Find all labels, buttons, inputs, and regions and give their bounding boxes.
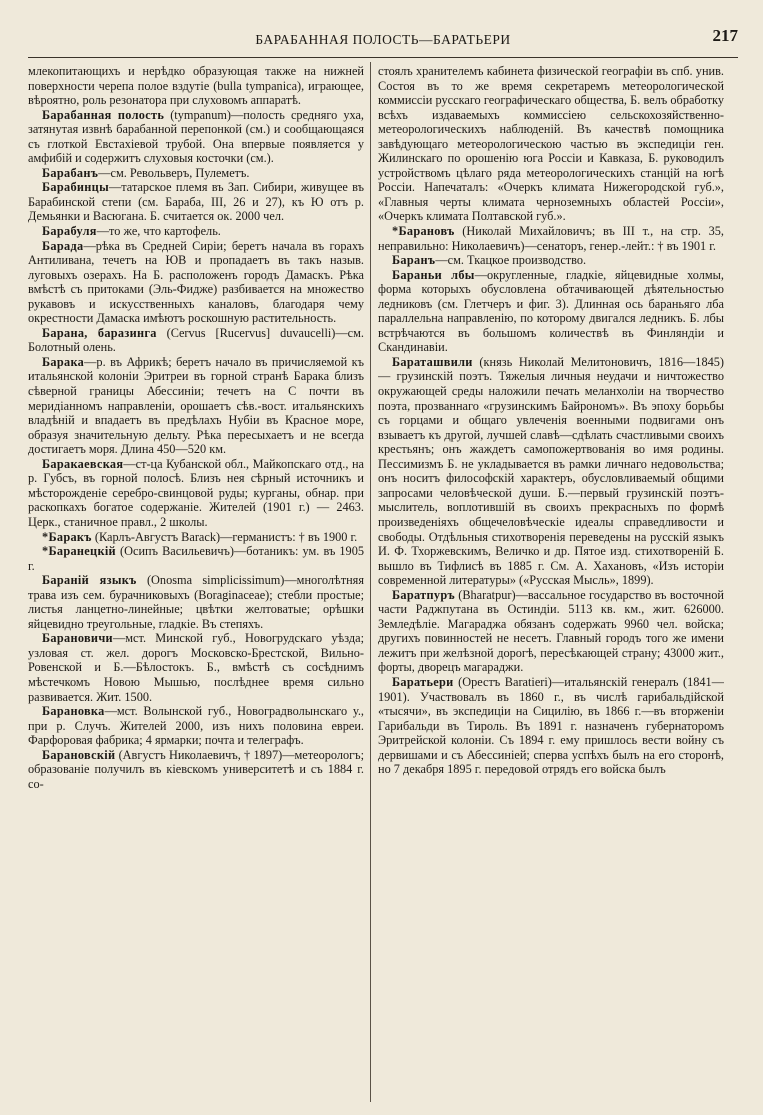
dictionary-entry <box>378 224 724 253</box>
running-title: БАРАБАННАЯ ПОЛОСТЬ—БАРАТЬЕРИ <box>255 32 511 47</box>
dictionary-entry <box>28 326 364 355</box>
dictionary-entry <box>28 457 364 530</box>
entry-text: (князь Николай Мелитоновичъ, 1816—1845) — грузинскій поэтъ. Тяжелыя личныя неудачи и ничтожество окружающей среды наложили печать меланхоліи на творчество поэта, прозваннаго «грузинскимъ Байрономъ». Въ эпоху борьбы съ горцами и общаго увлеченія военными подвигами онъ взываетъ къ другой, лучшей славѣ—сдѣлать счастливыми своихъ крестьянъ; онъ жаждетъ самопожертвованія во имя родины. Пессимизмъ Б. не укладывается въ рамки личнаго недовольства; онъ носитъ философскій характеръ, обусловливаемый общими запросами человѣческой души. Б.—первый грузинскій поэтъ-мыслитель, воплотившій въ своихъ прекрасныхъ по формѣ произведеніяхъ общечеловѣческіе идеалы справедливости и свободы. Отдѣльныя стихотворенія переведены на русскій языкъ И. Ф. Тхоржевскимъ, Величко и др. Пятое изд. стихотвореній Б. вышло въ Тифлисѣ въ 1885 г. См. А. Хахановъ, «Изъ исторіи современной литературы» («Русская Мысль», 1899). <box>378 354 724 588</box>
entry-headword: Барабанная полость <box>42 107 165 122</box>
entry-text: —р. въ Африкѣ; беретъ начало въ причисляемой къ итальянской колоніи Эритреи въ горной странѣ Барака близъ сѣверной границы Абессиніи; течетъ на С почти въ меридіанномъ направленіи, орошаетъ сѣв.-вост. итальянскихъ владѣній и впадаетъ въ предѣлахъ Нубіи въ Красное море, образуя значительную дельту. Рѣка пересыхаетъ и не всегда достигаетъ моря. Длина 450—520 км. <box>28 354 364 457</box>
entry-text: млекопитающихъ и нерѣдко образующая также на нижней поверхности черепа полое вздутіе (bulla tympanica), играющее, вѣроятно, роль резонатора при слуховомъ аппаратѣ. <box>28 64 364 108</box>
dictionary-entry <box>28 108 364 166</box>
entry-text: —ст-ца Кубанской обл., Майкопскаго отд., на р. Губсъ, въ горной полосѣ. Близъ нея сѣрный источникъ и мѣсторожденіе серебро-свинцовой руды; курганы, обнар. при раскопкахъ богатое содержаніе. Жителей (1901 г.) — 2463. Церк., станичное правл., 2 школы. <box>28 456 364 529</box>
entry-text: (Осипъ Васильевичъ)—ботаникъ: ум. въ 1905 г. <box>28 544 364 573</box>
entry-text: стоялъ хранителемъ кабинета физической географіи въ спб. унив. Состоя въ то же время секретаремъ метеорологической коммиссіи русскаго географическаго общества, Б. велъ обработку всѣхъ издаваемыхъ коммиссіею сельскохозяйственно-метеорологическихъ наблюденій. Въ качествѣ помощника завѣдующаго метеорологическою частью въ экспедиціи ген. Жилинскаго по орошенію юга Россіи и Кавказа, Б. руководилъ устройствомъ цѣлаго ряда метеорологическихъ станцій на югѣ Россіи. Напечаталъ: «Очеркъ климата Нижегородской губ.», «Главныя черты климата черноземныхъ областей Россіи», «Очеркъ климата Полтавской губ.». <box>378 64 724 224</box>
entry-headword: Барабуля <box>42 224 97 239</box>
entry-headword: *Баракъ <box>42 529 92 544</box>
entry-headword: Барада <box>42 238 84 253</box>
left-column <box>28 64 364 1104</box>
dictionary-entry <box>378 675 724 777</box>
entry-headword: Бараній языкъ <box>42 573 137 588</box>
entry-text: (Августъ Николаевичъ, † 1897)—метеорологъ; образованіе получилъ въ кіевскомъ университетѣ и съ 1884 г. со- <box>28 747 364 791</box>
entry-text: —рѣка въ Средней Сиріи; беретъ начала въ горахъ Антиливана, течетъ на ЮВ и пропадаетъ въ такъ назыв. луговыхъ озерахъ. На Б. расположенъ городъ Дамаскъ. Рѣка вмѣстѣ съ притоками (Эль-Фидже) разбивается на множество рукавовъ и искусственныхъ каналовъ, благодаря чему окрестности Дамаска имѣютъ роскошную растительность. <box>28 238 364 326</box>
entry-headword: Барановскій <box>42 747 116 762</box>
right-column <box>378 64 724 1104</box>
dictionary-entry <box>378 588 724 675</box>
entry-headword: *Барановъ <box>392 224 455 239</box>
column-divider <box>370 62 371 1102</box>
page-header <box>28 24 738 54</box>
entry-text: (Николай Михайловичъ; въ III т., на стр. 35, неправильно: Николаевичъ)—сенаторъ, генер.-лейт.: † въ 1901 г. <box>378 224 724 253</box>
dictionary-entry <box>378 268 724 355</box>
dictionary-entry <box>378 355 724 588</box>
entry-text: (Bharatpur)—вассальное государство въ восточной части Раджпутана въ Остиндіи. 5113 кв. км., жит. 626000. Земледѣліе. Магараджа обязанъ содержать 9960 чел. войска; другихъ повинностей не несетъ. Главный городъ того же имени лежитъ при желѣзной дорогѣ, пересѣкающей страну; 43000 жит., форты, дворецъ магараджи. <box>378 587 724 675</box>
entry-continuation <box>378 64 724 224</box>
entry-text: (Cervus [Rucervus] duvaucelli)—см. Болотный олень. <box>28 325 364 355</box>
header-rule <box>28 57 738 58</box>
dictionary-entry <box>28 355 364 457</box>
entry-text: —мст. Минской губ., Новогрудскаго уѣзда; узловая ст. жел. дорогъ Московско-Брестской, Вильно-Ровенской и Б.—Бѣлостокъ. Б., вмѣстѣ съ сосѣднимъ мѣстечкомъ Новою Мышью, послѣднее время сильно развивается. Жит. 1500. <box>28 631 364 704</box>
entry-headword: Бараньи лбы <box>392 267 475 282</box>
dictionary-entry <box>28 180 364 224</box>
entry-text: —округленные, гладкіе, яйцевидные холмы, форма которыхъ обусловлена обтачивающей дѣятельностью ледниковъ (см. Глетчеръ и фиг. 3). Длинная ось бараньяго лба параллельна направленію, по которому двигался ледникъ. Б. лбы встрѣчаются въ большомъ количествѣ въ Финляндіи и Скандинавіи. <box>378 267 724 355</box>
entry-text: —см. Револьверъ, Пулеметъ. <box>98 165 250 180</box>
dictionary-entry <box>28 530 364 545</box>
entry-text: (Карлъ-Августъ Barack)—германистъ: † въ 1900 г. <box>91 529 358 544</box>
entry-text: —см. Ткацкое производство. <box>435 253 587 268</box>
dictionary-entry <box>28 748 364 792</box>
entry-headword: Баратпуръ <box>392 587 455 602</box>
dictionary-entry <box>28 573 364 631</box>
entry-headword: Баракаевская <box>42 456 124 471</box>
dictionary-entry <box>28 544 364 573</box>
dictionary-entry <box>28 631 364 704</box>
entry-headword: Барака <box>42 354 85 369</box>
entry-headword: *Баранецкій <box>42 544 116 559</box>
entry-text: (Орестъ Baratieri)—итальянскій генералъ (1841—1901). Участвовалъ въ 1860 г., въ числѣ гарибальдійской «тысячи», въ экспедиціи на Сицилію, въ 1866 г.—въ вторженіи Гарибальди въ Тироль. Въ 1891 г. назначенъ губернаторомъ Эритрейской колоніи. Съ 1894 г. ему пришлось вести войну съ дервишами и съ Абессиніей; сперва успѣхъ былъ на его сторонѣ, но 7 декабря 1895 г. передовой отрядъ его войска былъ <box>378 674 724 777</box>
page-number: 217 <box>712 26 738 45</box>
entry-headword: Барабанъ <box>42 165 99 180</box>
entry-headword: Барана, баразинга <box>42 325 157 340</box>
entry-text: (Onosma simplicissimum)—многолѣтняя трава изъ сем. бурачниковыхъ (Boraginaceae); стебли простые; листья ланцетно-линейные; цвѣтки желтоватые; орѣшки яйцевидно треугольные, гладкіе. Въ степяхъ. <box>28 573 364 631</box>
entry-headword: Барановка <box>42 704 105 719</box>
dictionary-entry <box>28 704 364 748</box>
entry-text: —то же, что картофель. <box>96 224 221 239</box>
entry-headword: Барановичи <box>42 631 113 646</box>
dictionary-entry <box>28 239 364 326</box>
entry-text: —мст. Волынской губ., Новоградволынскаго у., при р. Случъ. Жителей 2000, изъ нихъ половина евреи. Фарфоровая фабрика; 4 ярмарки; почта и телеграфъ. <box>28 704 364 748</box>
entry-text: —татарское племя въ Зап. Сибири, живущее въ Барабинской степи (см. Бараба, III, 26 и 27), къ Ю отъ р. Демьянки и Васюгана. Б. считается ок. 2000 чел. <box>28 180 364 224</box>
dictionary-entry <box>378 253 724 268</box>
entry-headword: Бараташвили <box>392 354 473 369</box>
dictionary-entry <box>28 166 364 181</box>
entry-headword: Баранъ <box>392 253 436 268</box>
dictionary-entry <box>28 224 364 239</box>
entry-headword: Барабинцы <box>42 180 109 195</box>
entry-text: (tympanum)—полость средняго уха, затянутая извнѣ барабанной перепонкой (см.) и сообщающаяся съ глоткой Евстахіевой трубой. Она впервые появляется у амфибій и содержитъ слуховыя косточки (см.). <box>28 107 364 166</box>
entry-continuation <box>28 64 364 108</box>
entry-headword: Баратьери <box>392 674 454 689</box>
